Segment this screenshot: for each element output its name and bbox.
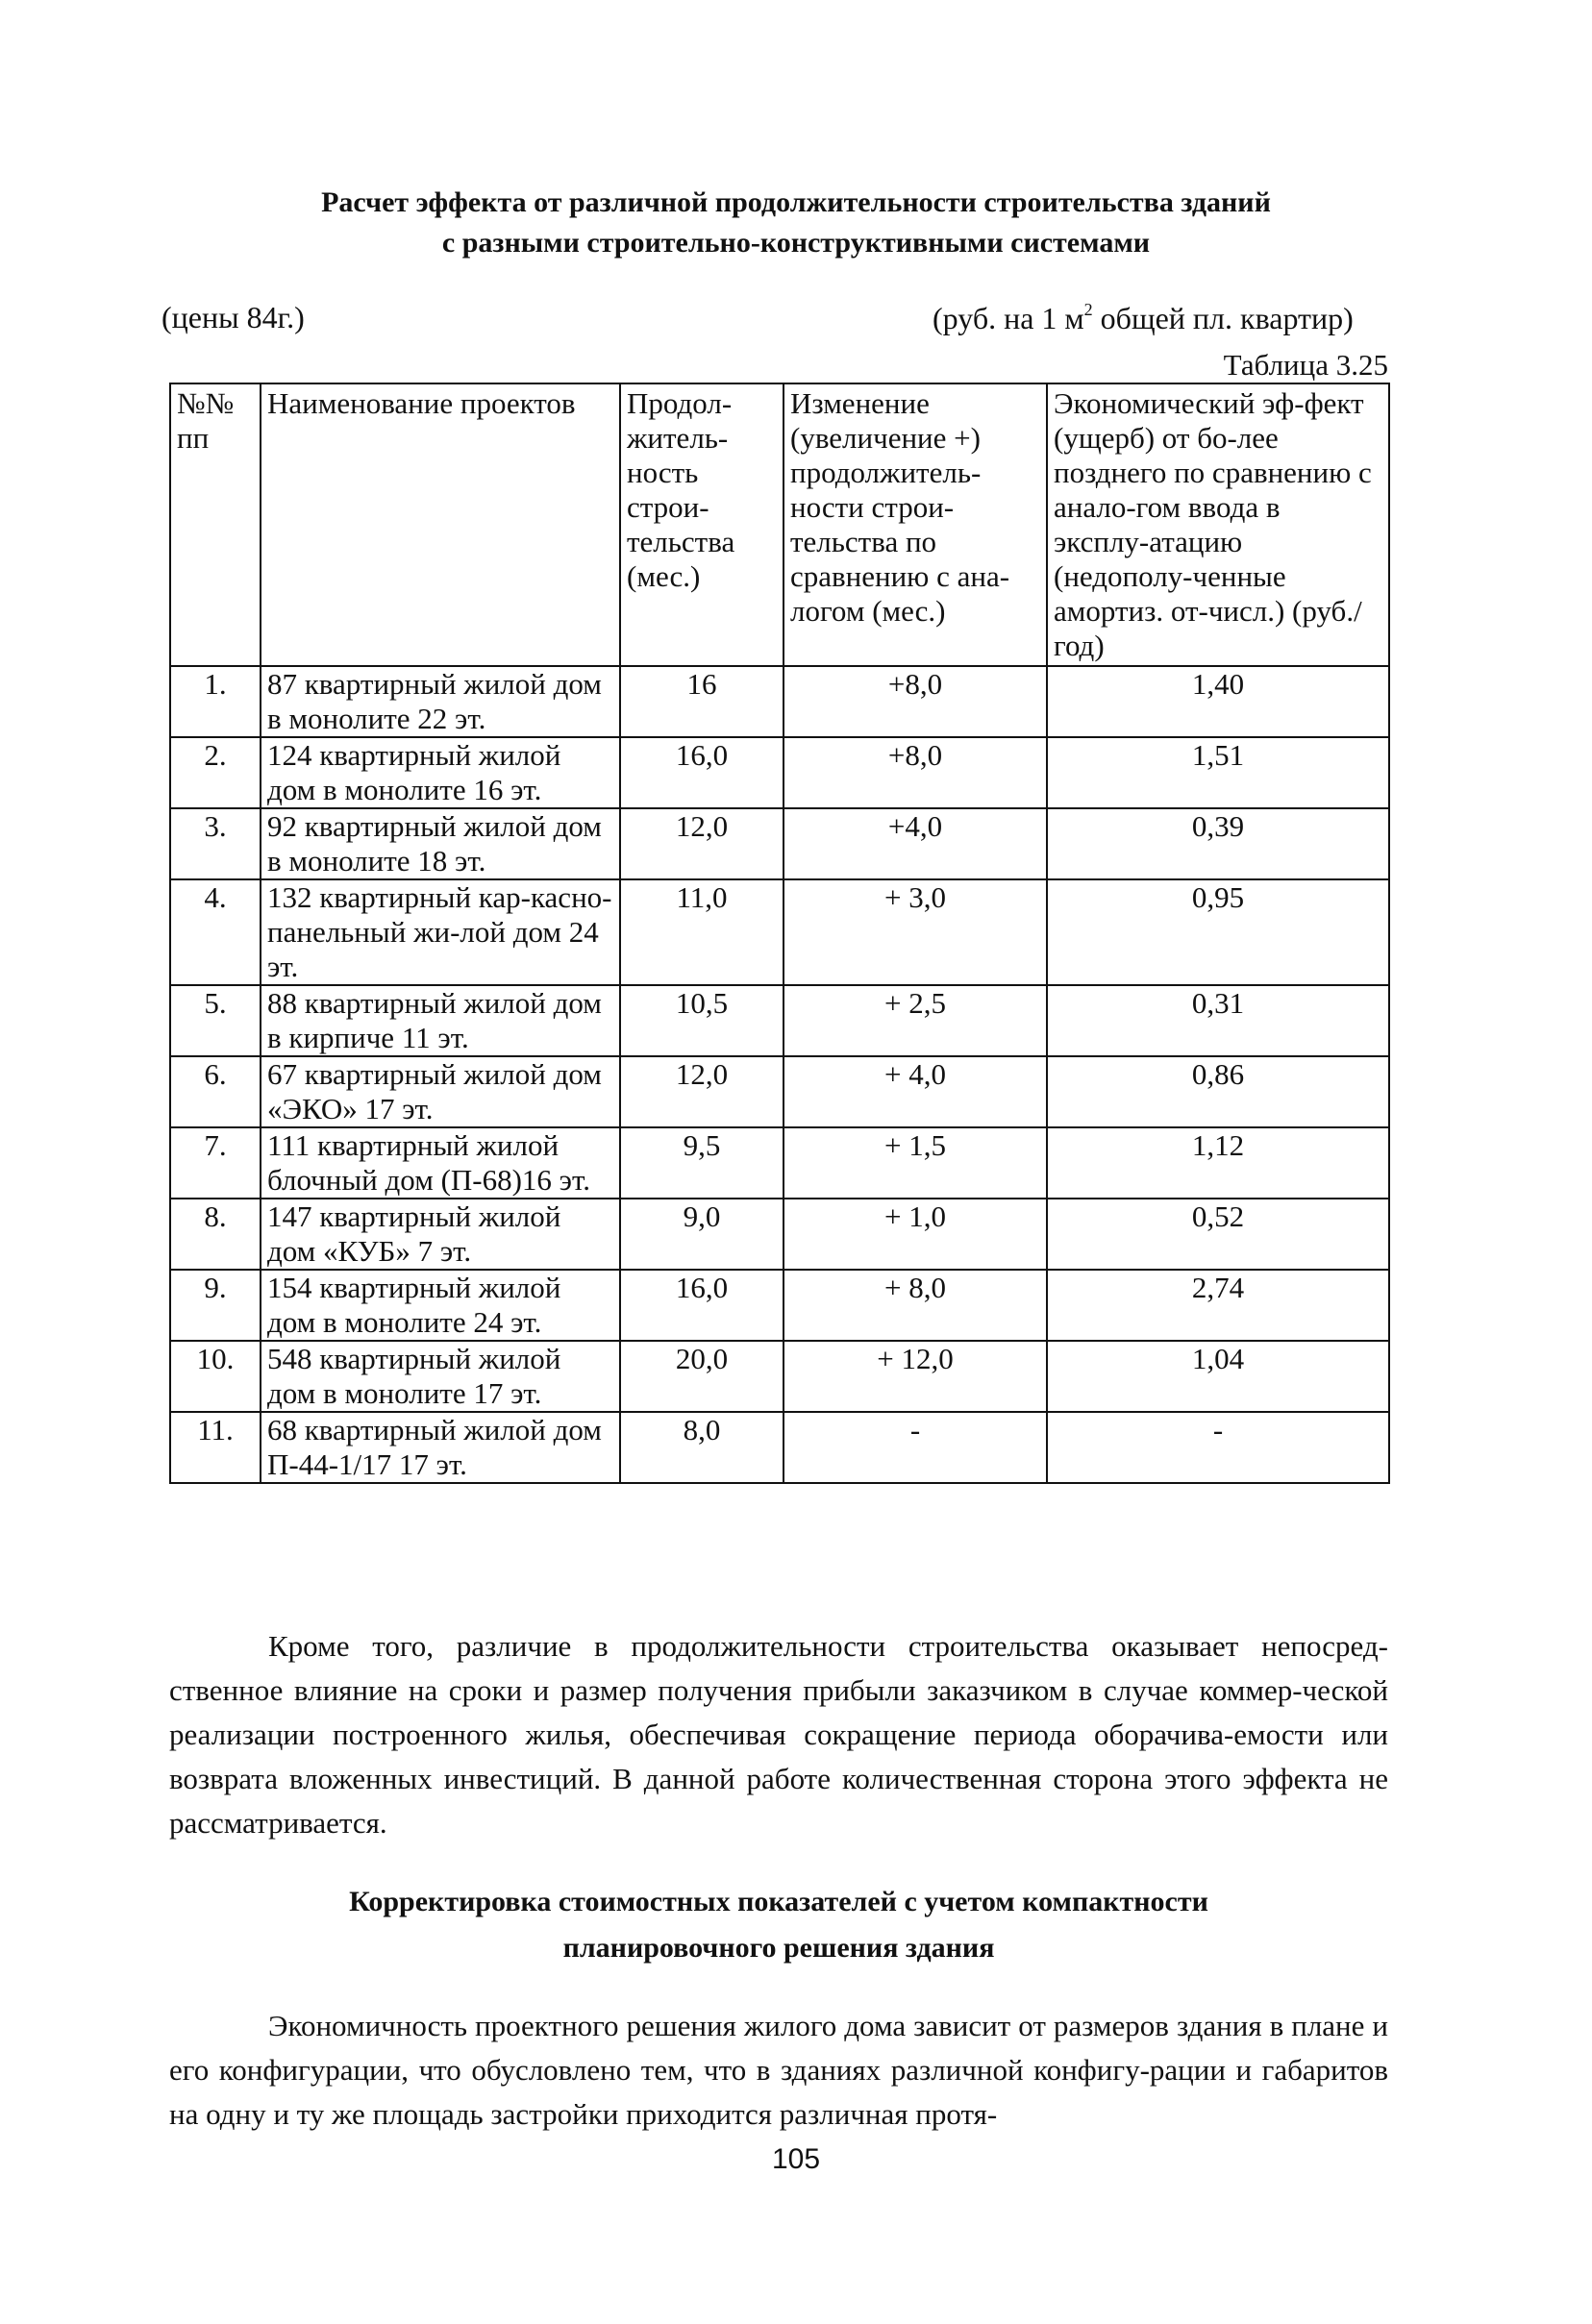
row-num: 11. (170, 1412, 261, 1483)
table-label: Таблица 3.25 (1223, 348, 1388, 382)
row-project-name: 154 квартирный жилой дом в монолите 24 эт. (261, 1270, 620, 1341)
row-change: +8,0 (784, 737, 1047, 808)
duration-effect-table (169, 383, 1390, 1484)
paragraph-1: Кроме того, различие в продолжительности строительства оказывает непосред-ственное влияние на сроки и размер получения прибыли заказчиком в случае коммер-ческой реализации построенного жилья, обеспечивая сокращение периода оборачива-емости или возврата вложенных инвестиций. В данной работе количественная сторона этого эффекта не рассматривается. (169, 1629, 1388, 1840)
row-num: 3. (170, 808, 261, 879)
table-row (170, 1341, 1389, 1412)
row-effect: 1,12 (1047, 1127, 1389, 1199)
subheading-line-1: Корректировка стоимостных показателей с учетом компактности (349, 1886, 1208, 1917)
table-row (170, 1127, 1389, 1199)
title-line-2: с разными строительно-конструктивными системами (441, 227, 1151, 259)
row-effect: 2,74 (1047, 1270, 1389, 1341)
row-effect: 0,95 (1047, 879, 1389, 985)
table-row (170, 666, 1389, 737)
row-effect: 0,52 (1047, 1199, 1389, 1270)
row-project-name: 548 квартирный жилой дом в монолите 17 эт. (261, 1341, 620, 1412)
row-duration: 16 (620, 666, 784, 737)
row-change: + 12,0 (784, 1341, 1047, 1412)
paragraph-2: Экономичность проектного решения жилого дома зависит от размеров здания в плане и его конфигурации, что обусловлено тем, что в зданиях различной конфигу-рации и габаритов на одну и ту же площадь застройки приходится различная протя- (169, 2009, 1388, 2131)
row-change: + 2,5 (784, 985, 1047, 1056)
row-num: 5. (170, 985, 261, 1056)
row-change: + 4,0 (784, 1056, 1047, 1127)
row-num: 6. (170, 1056, 261, 1127)
title-line-1: Расчет эффекта от различной продолжительности строительства зданий (321, 186, 1271, 218)
row-duration: 9,0 (620, 1199, 784, 1270)
units-note (933, 300, 1354, 336)
section-subheading (169, 1879, 1388, 1971)
row-project-name: 88 квартирный жилой дом в кирпиче 11 эт. (261, 985, 620, 1056)
table-row (170, 1056, 1389, 1127)
row-change: +8,0 (784, 666, 1047, 737)
row-change: + 3,0 (784, 879, 1047, 985)
row-duration: 16,0 (620, 1270, 784, 1341)
row-project-name: 124 квартирный жилой дом в монолите 16 эт. (261, 737, 620, 808)
row-effect: 1,40 (1047, 666, 1389, 737)
table-header-row (170, 383, 1389, 666)
header-change: Изменение (увеличение +) продолжитель-ности строи-тельства по сравнению с ана-логом (мес.) (784, 383, 1047, 666)
row-num: 9. (170, 1270, 261, 1341)
subheading-line-2: планировочного решения здания (562, 1932, 995, 1964)
row-project-name: 132 квартирный кар-касно-панельный жи-лой дом 24 эт. (261, 879, 620, 985)
row-duration: 10,5 (620, 985, 784, 1056)
table-row (170, 737, 1389, 808)
header-name: Наименование проектов (261, 383, 620, 666)
row-effect: 1,51 (1047, 737, 1389, 808)
row-change: + 8,0 (784, 1270, 1047, 1341)
row-change: - (784, 1412, 1047, 1483)
row-project-name: 92 квартирный жилой дом в монолите 18 эт. (261, 808, 620, 879)
row-num: 2. (170, 737, 261, 808)
document-title (163, 183, 1429, 263)
prices-note: (цены 84г.) (162, 300, 305, 334)
header-effect: Экономический эф-фект (ущерб) от бо-лее позднего по сравнению с анало-гом ввода в эксплу-атацию (недополу-ченные амортиз. от-числ.) (руб./год) (1047, 383, 1389, 666)
row-num: 7. (170, 1127, 261, 1199)
page-number: 105 (771, 2143, 821, 2175)
table-row (170, 1199, 1389, 1270)
units-suffix: общей пл. квартир) (1092, 301, 1354, 335)
row-duration: 9,5 (620, 1127, 784, 1199)
row-effect: - (1047, 1412, 1389, 1483)
row-project-name: 147 квартирный жилой дом «КУБ» 7 эт. (261, 1199, 620, 1270)
row-num: 1. (170, 666, 261, 737)
row-change: + 1,0 (784, 1199, 1047, 1270)
row-project-name: 68 квартирный жилой дом П-44-1/17 17 эт. (261, 1412, 620, 1483)
row-num: 4. (170, 879, 261, 985)
table-row (170, 985, 1389, 1056)
row-duration: 12,0 (620, 808, 784, 879)
row-project-name: 111 квартирный жилой блочный дом (П-68)16 эт. (261, 1127, 620, 1199)
table-body (170, 666, 1389, 1483)
row-project-name: 67 квартирный жилой дом «ЭКО» 17 эт. (261, 1056, 620, 1127)
row-effect: 0,86 (1047, 1056, 1389, 1127)
row-duration: 16,0 (620, 737, 784, 808)
row-effect: 0,39 (1047, 808, 1389, 879)
row-duration: 12,0 (620, 1056, 784, 1127)
row-num: 10. (170, 1341, 261, 1412)
row-change: +4,0 (784, 808, 1047, 879)
table-row (170, 808, 1389, 879)
row-change: + 1,5 (784, 1127, 1047, 1199)
row-duration: 11,0 (620, 879, 784, 985)
units-superscript: 2 (1083, 300, 1093, 319)
row-duration: 20,0 (620, 1341, 784, 1412)
header-num: №№ пп (170, 383, 261, 666)
row-num: 8. (170, 1199, 261, 1270)
row-effect: 0,31 (1047, 985, 1389, 1056)
row-project-name: 87 квартирный жилой дом в монолите 22 эт. (261, 666, 620, 737)
header-duration: Продол-житель-ность строи-тельства (мес.) (620, 383, 784, 666)
table-row (170, 1270, 1389, 1341)
row-effect: 1,04 (1047, 1341, 1389, 1412)
row-duration: 8,0 (620, 1412, 784, 1483)
table-row (170, 879, 1389, 985)
units-prefix: (руб. на 1 м (933, 301, 1084, 335)
table-row (170, 1412, 1389, 1483)
